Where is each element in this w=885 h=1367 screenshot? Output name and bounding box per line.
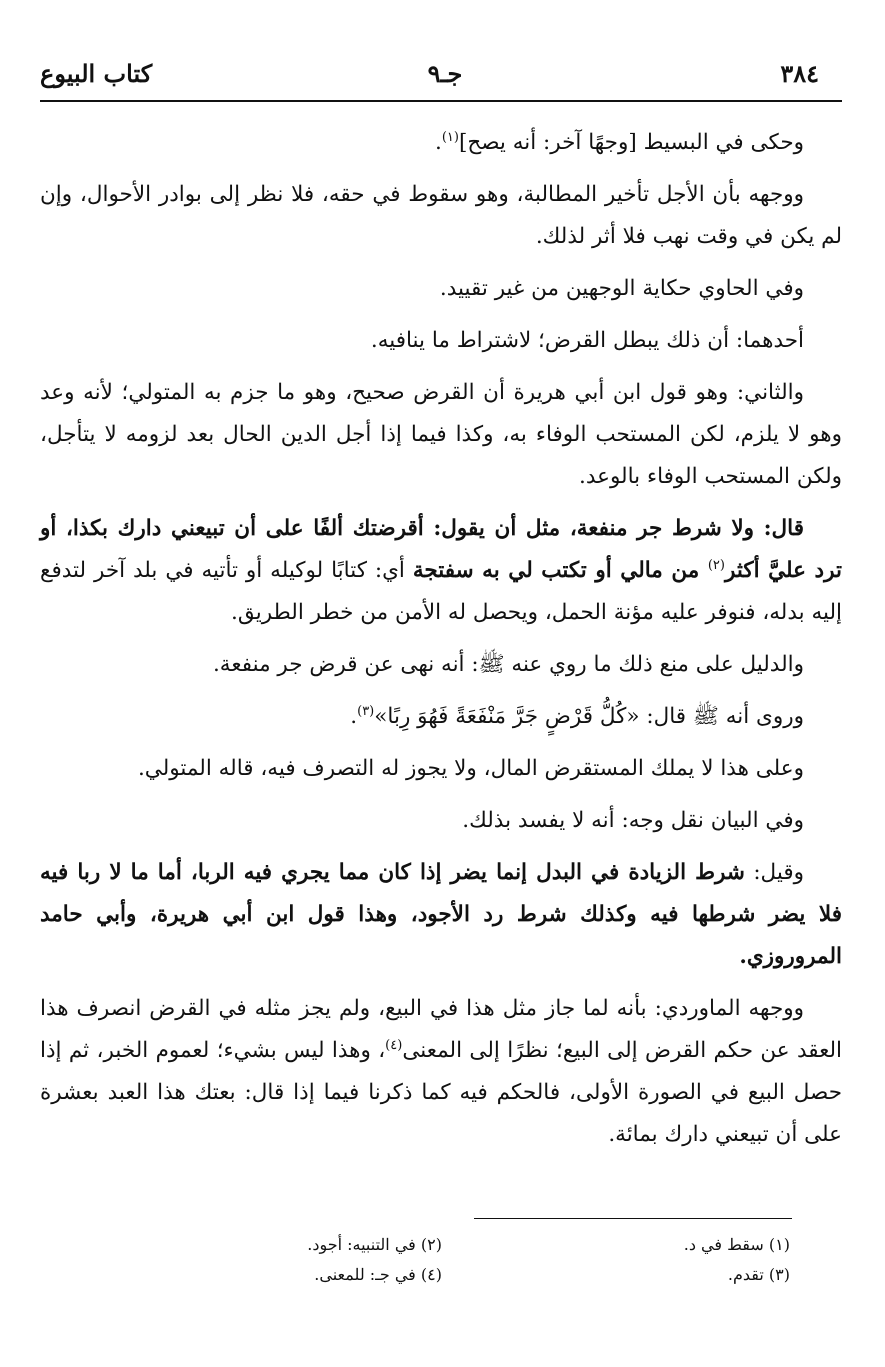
paragraph: ووجهه بأن الأجل تأخير المطالبة، وهو سقوط في حقه، فلا نظر إلى بوادر الأحوال، وإن لم يكن في وقت نهب فلا أثر لذلك. bbox=[40, 182, 842, 249]
paragraph: وفي الحاوي حكاية الوجهين من غير تقييد. bbox=[439, 276, 804, 301]
paragraph bbox=[40, 122, 842, 164]
footnote-text: في جـ: للمعنى. bbox=[314, 1265, 416, 1284]
main-text bbox=[40, 122, 842, 1166]
paragraph: أحدهما: أن ذلك يبطل القرض؛ لاشتراط ما ينافيه. bbox=[370, 328, 804, 353]
book-title: كتاب البيوع bbox=[40, 59, 153, 88]
paragraph bbox=[40, 988, 842, 1156]
paragraph-text: وحكى في البسيط [وجهًا آخر: أنه يصح] bbox=[458, 130, 804, 155]
footnote-ref: (١) bbox=[441, 129, 459, 145]
paragraph-text: وروى أنه ﷺ قال: «كُلُّ قَرْضٍ جَرَّ مَنْفَعَةً فَهُوَ رِبًا» bbox=[374, 704, 804, 729]
footnote-number: (١) bbox=[768, 1235, 790, 1254]
matn-text: قال: ولا شرط جر منفعة، مثل أن يقول: أقرضتك ألفًا على أن تبيعني دارك بكذا، أو ترد عليَّ أكثر bbox=[40, 516, 842, 583]
paragraph bbox=[40, 508, 842, 634]
paragraph: وفي البيان نقل وجه: أنه لا يفسد بذلك. bbox=[462, 808, 804, 833]
paragraph-text: ووجهه الماوردي: بأنه لما جاز مثل هذا في البيع، ولم يجز مثله في القرض انصرف هذا العقد عن حكم القرض إلى البيع؛ نظرًا إلى المعنى bbox=[40, 996, 842, 1063]
footnote-number: (٢) bbox=[420, 1235, 442, 1254]
footnote-text: تقدم. bbox=[727, 1265, 764, 1284]
paragraph-tail: . bbox=[434, 130, 442, 155]
paragraph-text: وقيل: bbox=[744, 860, 804, 885]
matn-text: شرط الزيادة في البدل إنما يضر إذا كان مما يجري فيه الربا، أما ما لا ربا فيه فلا يضر شرطها فيه وكذلك شرط رد الأجود، وهذا قول ابن أبي هريرة، وأبي حامد المروروزي. bbox=[40, 860, 842, 969]
matn-text: من مالي أو تكتب لي به سفتجة bbox=[412, 558, 708, 583]
footnote bbox=[314, 1260, 442, 1290]
paragraph: والثاني: وهو قول ابن أبي هريرة أن القرض صحيح، وهو ما جزم به المتولي؛ لأنه وعد وهو لا يلزم، لكن المستحب الوفاء به، وكذا فيما إذا أجل الدين الحال بعد لزومه لا يتأجل، ولكن المستحب الوفاء بالوعد. bbox=[40, 380, 842, 489]
footnote-ref: (٣) bbox=[357, 703, 375, 719]
footnote-number: (٣) bbox=[768, 1265, 790, 1284]
paragraph bbox=[40, 696, 842, 738]
volume-label: جـ٩ bbox=[427, 59, 463, 88]
paragraph-tail: ، وهذا ليس بشيء؛ لعموم الخبر، ثم إذا حصل البيع في الصورة الأولى، فالحكم فيه كما ذكرنا فيما إذا قال: بعتك هذا العبد بعشرة على أن تبيعني دارك بمائة. bbox=[40, 1038, 842, 1147]
footnote-ref: (٤) bbox=[385, 1037, 403, 1053]
footnote bbox=[684, 1230, 790, 1260]
header-rule bbox=[40, 100, 842, 102]
footnote-number: (٤) bbox=[420, 1265, 442, 1284]
footnote-ref: (٢) bbox=[707, 557, 725, 573]
paragraph bbox=[40, 852, 842, 978]
paragraph-text: أي: كتابًا لوكيله أو تأتيه في بلد آخر لتدفع إليه بدله، فنوفر عليه مؤنة الحمل، ويحصل له الأمن من خطر الطريق. bbox=[40, 558, 842, 625]
footnote-text: في التنبيه: أجود. bbox=[307, 1235, 416, 1254]
footnote bbox=[728, 1260, 790, 1290]
footnote bbox=[307, 1230, 442, 1260]
footnote-rule bbox=[474, 1218, 792, 1219]
paragraph: وعلى هذا لا يملك المستقرض المال، ولا يجوز له التصرف فيه، قاله المتولي. bbox=[137, 756, 804, 781]
paragraph-tail: . bbox=[350, 704, 358, 729]
footnote-text: سقط في د. bbox=[683, 1235, 764, 1254]
page-number: ٣٨٤ bbox=[780, 59, 819, 88]
paragraph: والدليل على منع ذلك ما روي عنه ﷺ: أنه نهى عن قرض جر منفعة. bbox=[212, 652, 804, 677]
